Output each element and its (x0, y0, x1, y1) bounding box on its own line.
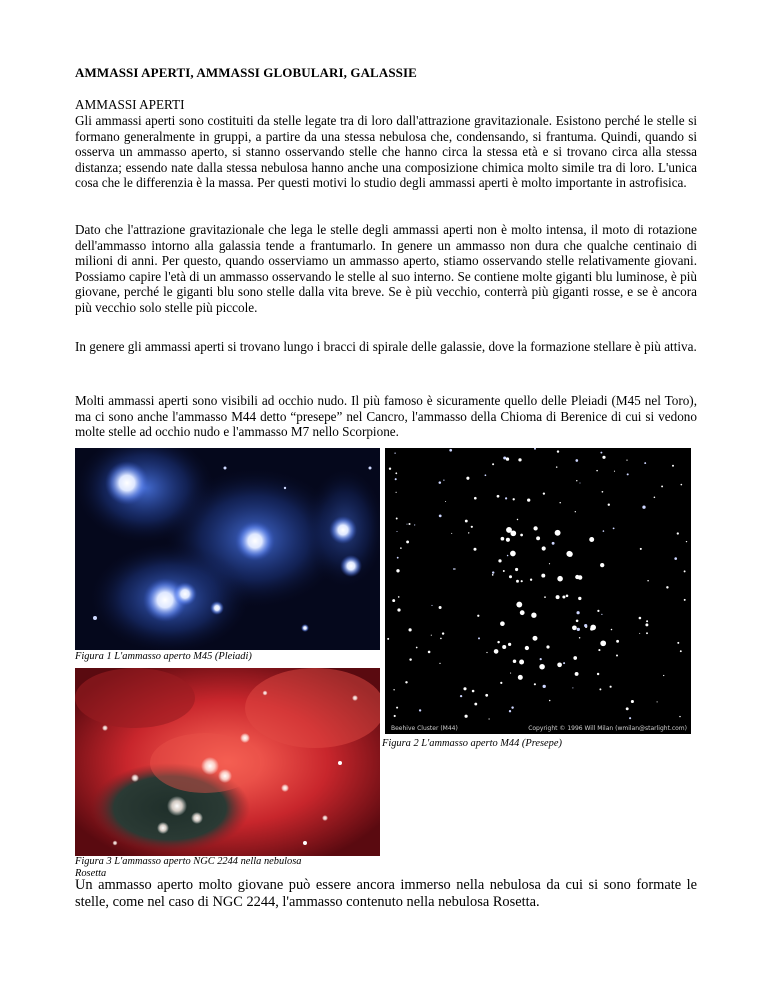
cluster-star (494, 649, 499, 654)
star-dot (552, 542, 555, 545)
cluster-star (502, 645, 506, 649)
star-dot (666, 586, 668, 588)
star-dot (396, 569, 399, 572)
star-dot (416, 647, 418, 649)
star-dot (579, 482, 580, 483)
cluster-star (500, 621, 505, 626)
figure-3-caption (75, 856, 302, 880)
star-dot (521, 580, 523, 582)
star-dot (530, 579, 532, 581)
star-dot (409, 628, 412, 631)
figure-3-caption-line-1: Figura 3 L'ammasso aperto NGC 2244 nella nebulosa (75, 856, 302, 867)
star-dot (489, 718, 490, 719)
star-dot (471, 526, 473, 528)
star-dot (626, 460, 627, 461)
cluster-star (566, 551, 572, 557)
star-dot (477, 615, 479, 617)
star-dot (614, 471, 615, 472)
star-dot (672, 465, 674, 467)
star-dot (492, 571, 494, 573)
star-dot (602, 456, 605, 459)
star-dot (387, 638, 389, 640)
star-dot (393, 689, 394, 690)
star-dot (510, 673, 511, 674)
star-dot (608, 504, 610, 506)
star-dot (506, 457, 509, 460)
star-dot (616, 640, 619, 643)
cluster-star (562, 595, 565, 598)
star-dot (440, 638, 442, 640)
star-dot (503, 456, 506, 459)
star-dot (686, 541, 687, 542)
star-dot (414, 524, 415, 525)
cluster-star (556, 595, 560, 599)
star-dot (406, 524, 407, 525)
figure-2-caption: Figura 2 L'ammasso aperto M44 (Presepe) (382, 738, 562, 749)
star-dot (509, 575, 512, 578)
star-dot (439, 515, 442, 518)
star-dot (398, 596, 400, 598)
star-dot (453, 568, 455, 570)
figure-2-credit-right: Copyright © 1996 Will Milan (wmilan@starlight.com) (528, 725, 687, 732)
star-dot (575, 459, 578, 462)
star-dot (395, 478, 397, 480)
star-dot (613, 527, 615, 529)
star-dot (439, 481, 442, 484)
star-dot (485, 694, 488, 697)
cluster-star (575, 672, 579, 676)
star-dot (492, 574, 494, 576)
cluster-star (525, 646, 529, 650)
star-dot (680, 650, 682, 652)
star-dot (674, 557, 677, 560)
star-dot (465, 520, 468, 523)
star-dot (577, 611, 580, 614)
star-dot (657, 701, 658, 702)
star-dot (509, 710, 511, 712)
cluster-star (590, 625, 596, 631)
star-dot (396, 531, 397, 532)
star-dot (543, 685, 546, 688)
paragraph-5: Un ammasso aperto molto giovane può essere ancora immerso nella nebulosa da cui si sono formate le stelle, come nel caso di NGC 2244, l'ammasso contenuto nella nebulosa Rosetta. (75, 877, 697, 910)
star-dot (517, 519, 518, 520)
star-dot (419, 709, 421, 711)
star-dot (596, 470, 598, 472)
star-dot (681, 484, 683, 486)
star-dot (505, 497, 507, 499)
star-dot (500, 682, 502, 684)
section-heading: AMMASSI APERTI (75, 97, 185, 112)
star-dot (544, 596, 546, 598)
star-dot (603, 530, 605, 532)
cluster-star (519, 660, 524, 665)
star-dot (576, 480, 577, 481)
star-dot (449, 449, 452, 452)
pleiades-image (75, 448, 380, 650)
star-dot (597, 610, 599, 612)
star-dot (400, 547, 402, 549)
star-dot (577, 628, 580, 631)
star-dot (534, 683, 536, 685)
star-dot (626, 707, 629, 710)
star-dot (631, 700, 634, 703)
cluster-star (536, 536, 540, 540)
cluster-star (520, 610, 525, 615)
star-dot (409, 658, 411, 660)
star-dot (557, 450, 559, 452)
star-dot (405, 681, 407, 683)
star-dot (556, 466, 557, 467)
cluster-star (539, 664, 545, 670)
star-dot (396, 492, 397, 493)
cluster-star (531, 613, 536, 618)
paragraph-3: In genere gli ammassi aperti si trovano lungo i bracci di spirale delle galassie, dove la formazione stellare è più attiva. (75, 339, 697, 354)
star-dot (640, 548, 642, 550)
paragraph-4: Molti ammassi aperti sono visibili ad occhio nudo. Il più famoso è sicuramente quello delle Pleiadi (M45 nel Toro), ma ci sono anche l'ammasso M44 detto “presepe” nel Cancro, l'ammasso della Chioma di Berenice di cui si vedono molte stelle ad occhio nudo e l'ammasso M7 nello Scorpione. (75, 393, 697, 440)
star-dot (396, 518, 398, 520)
cluster-star (516, 602, 522, 608)
star-dot (395, 472, 397, 474)
cluster-star (573, 656, 577, 660)
figure-3-caption-line-2: Rosetta (75, 868, 107, 879)
star-dot (527, 498, 530, 501)
cluster-star (572, 625, 577, 630)
star-dot (486, 652, 487, 653)
cluster-star (533, 526, 537, 530)
star-dot (394, 452, 395, 453)
star-dot (439, 663, 440, 664)
star-dot (396, 707, 398, 709)
cluster-star (506, 538, 510, 542)
star-dot (616, 654, 618, 656)
star-dot (397, 557, 399, 559)
cluster-star (510, 551, 516, 557)
star-dot (473, 548, 476, 551)
star-dot (559, 502, 560, 503)
star-dot (485, 474, 487, 476)
cluster-star (541, 574, 545, 578)
star-dot (460, 695, 462, 697)
star-dot (463, 687, 466, 690)
star-dot (602, 491, 604, 493)
star-dot (408, 523, 410, 525)
cluster-star (589, 537, 594, 542)
star-dot (598, 649, 600, 651)
star-dot (443, 479, 444, 480)
star-dot (629, 717, 631, 719)
star-dot (646, 632, 648, 634)
star-dot (584, 624, 587, 627)
star-dot (431, 635, 432, 636)
star-dot (639, 617, 642, 620)
rosette-image (75, 668, 380, 856)
star-dot (394, 715, 396, 717)
star-dot (466, 477, 469, 480)
cluster-star (515, 568, 518, 571)
star-dot (601, 614, 602, 615)
star-dot (543, 492, 545, 494)
star-dot (513, 498, 515, 500)
star-dot (511, 706, 513, 708)
star-dot (563, 662, 565, 664)
star-dot (579, 637, 581, 639)
star-dot (627, 473, 629, 475)
star-dot (611, 629, 613, 631)
figure-1-caption: Figura 1 L'ammasso aperto M45 (Pleiadi) (75, 651, 252, 662)
star-dot (465, 715, 468, 718)
star-dot (540, 658, 542, 660)
star-dot (389, 468, 391, 470)
cluster-star (566, 595, 569, 598)
star-dot (392, 599, 395, 602)
cluster-star (555, 530, 561, 536)
cluster-star (557, 576, 563, 582)
cluster-star (557, 662, 562, 667)
star-dot (654, 497, 656, 499)
paragraph-1: Gli ammassi aperti sono costituiti da stelle legate tra di loro dall'attrazione gravitazionale. Esistono perché le stelle si formano generalmente in gruppi, a partire da una stessa nebulosa che, condensando, si frantuma. Quindi, quando si osserva un ammasso aperto, si stanno osservando stelle che hanno circa la stessa età e si trovano circa alla stessa distanza; essendo nate dalla stessa nebulosa hanno anche una composizione chimica molto simile tra di loro. L'unica cosa che le differenzia è la massa. Per questi motivi lo studio degli ammassi aperti è molto importante in astrofisica. (75, 113, 697, 191)
cluster-star (578, 575, 582, 579)
cluster-star (497, 641, 499, 643)
star-dot (677, 642, 679, 644)
cluster-star (506, 527, 512, 533)
star-dot (474, 703, 477, 706)
cluster-star (518, 675, 523, 680)
star-dot (503, 570, 505, 572)
star-dot (661, 485, 663, 487)
cluster-star (576, 620, 579, 623)
cluster-star (600, 640, 606, 646)
star-dot (646, 620, 648, 622)
star-dot (572, 687, 573, 688)
star-dot (647, 580, 648, 581)
star-dot (468, 532, 469, 533)
star-dot (578, 597, 581, 600)
cluster-star (508, 643, 511, 646)
star-dot (684, 570, 686, 572)
star-dot (549, 700, 551, 702)
star-dot (677, 532, 679, 534)
presepe-image (385, 448, 691, 734)
star-dot (478, 637, 480, 639)
star-dot (428, 651, 431, 654)
star-dot (397, 608, 400, 611)
star-dot (645, 623, 648, 626)
cluster-star (516, 580, 519, 583)
star-dot (442, 632, 444, 634)
cluster-star (542, 546, 546, 550)
star-dot (663, 675, 664, 676)
star-dot (546, 645, 549, 648)
star-dot (474, 497, 477, 500)
star-dot (445, 501, 446, 502)
star-dot (518, 458, 521, 461)
star-dot (497, 495, 500, 498)
star-dot (684, 599, 686, 601)
star-dot (549, 563, 550, 564)
star-dot (507, 555, 509, 557)
star-dot (431, 605, 432, 606)
document-title: AMMASSI APERTI, AMMASSI GLOBULARI, GALASSIE (75, 65, 417, 80)
cluster-star (600, 563, 604, 567)
paragraph-2: Dato che l'attrazione gravitazionale che lega le stelle degli ammassi aperti non è molto intensa, il moto di rotazione dell'ammasso intorno alla galassia tende a frantumarlo. In genere un ammasso non dura che qualche centinaio di milioni di anni. Per questo, quando osserviamo un ammasso aperto, stiamo osservando stelle relativamente giovani. Possiamo capire l'età di un ammasso osservando le stelle al suo interno. Se contiene molte giganti blu luminose, è più giovane, perché le giganti blu sono stelle dalla vita breve. Se è più vecchio, conterrà più giganti rosse, e se è ancora più vecchio solo stelle più piccole. (75, 222, 697, 315)
star-dot (575, 511, 576, 512)
star-dot (639, 633, 640, 634)
star-dot (610, 686, 612, 688)
star-dot (679, 716, 680, 717)
star-dot (439, 606, 442, 609)
star-dot (597, 673, 599, 675)
star-dot (406, 540, 409, 543)
cluster-star (501, 537, 505, 541)
star-dot (451, 533, 452, 534)
cluster-star (533, 636, 538, 641)
star-dot (599, 688, 601, 690)
cluster-star (513, 659, 517, 663)
cluster-star (498, 559, 501, 562)
star-dot (600, 452, 602, 454)
star-dot (472, 690, 475, 693)
star-dot (644, 462, 646, 464)
cluster-star (520, 534, 523, 537)
star-dot (492, 463, 494, 465)
star-dot (642, 506, 645, 509)
figure-2-credit-left: Beehive Cluster (M44) (391, 725, 458, 732)
